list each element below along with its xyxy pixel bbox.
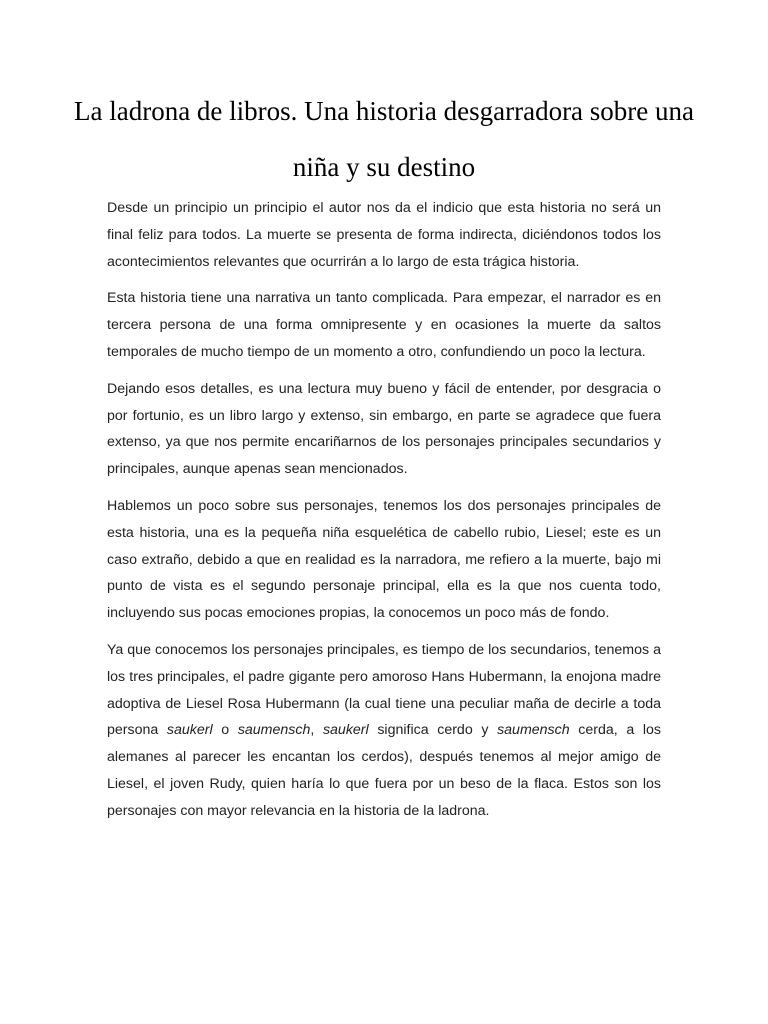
paragraph-text: o xyxy=(212,722,238,739)
paragraph-text: , xyxy=(310,722,323,739)
document-body xyxy=(107,195,661,835)
paragraph: Dejando esos detalles, es una lectura muy bueno y fácil de entender, por desgracia o por fortunio, es un libro largo y extenso, sin embargo, en parte se agradece que fuera extenso, ya que nos permite encariñarnos de los personajes principales secundarios y principales, aunque apenas sean mencionados. xyxy=(107,380,661,478)
paragraph-text: significa cerdo y xyxy=(368,722,498,739)
paragraph: Esta historia tiene una narrativa un tanto complicada. Para empezar, el narrador es en tercera persona de una forma omnipresente y en ocasiones la muerte da saltos temporales de mucho tiempo de un momento a otro, confundiendo un poco la lectura. xyxy=(107,290,661,360)
paragraph-text: cerda, a los alemanes al parecer les encantan los cerdos), después tenemos al mejor amigo de Liesel, el joven Rudy, quien haría lo que fuera por un beso de la flaca. Estos son los personajes con mayor relevancia en la historia de la ladrona. xyxy=(107,722,661,819)
document-title: La ladrona de libros. Una historia desgarradora sobre una niña y su destino xyxy=(73,96,695,182)
paragraph-text: Ya que conocemos los personajes principales, es tiempo de los secundarios, tenemos a los tres principales, el padre gigante pero amoroso Hans Hubermann, la enojona madre adoptiva de Liesel Rosa Hubermann (la cual tiene una peculiar maña de decirle a toda persona xyxy=(107,641,661,739)
italic-term: saukerl xyxy=(322,722,369,739)
italic-term: saumensch xyxy=(237,722,311,739)
paragraph: Desde un principio un principio el autor nos da el indicio que esta historia no será un final feliz para todos. La muerte se presenta de forma indirecta, diciéndonos todos los acontecimientos relevantes que ocurrirán a lo largo de esta trágica historia. xyxy=(107,200,661,270)
italic-term: saumensch xyxy=(497,722,570,739)
paragraph: Hablemos un poco sobre sus personajes, tenemos los dos personajes principales de esta historia, una es la pequeña niña esquelética de cabello rubio, Liesel; este es un caso extraño, debido a que en realidad es la narradora, me refiero a la muerte, bajo mi punto de vista es el segundo personaje principal, ella es la que nos cuenta todo, incluyendo sus pocas emociones propias, la conocemos un poco más de fondo. xyxy=(107,497,661,622)
paragraph xyxy=(107,637,661,825)
italic-term: saukerl xyxy=(166,722,213,739)
